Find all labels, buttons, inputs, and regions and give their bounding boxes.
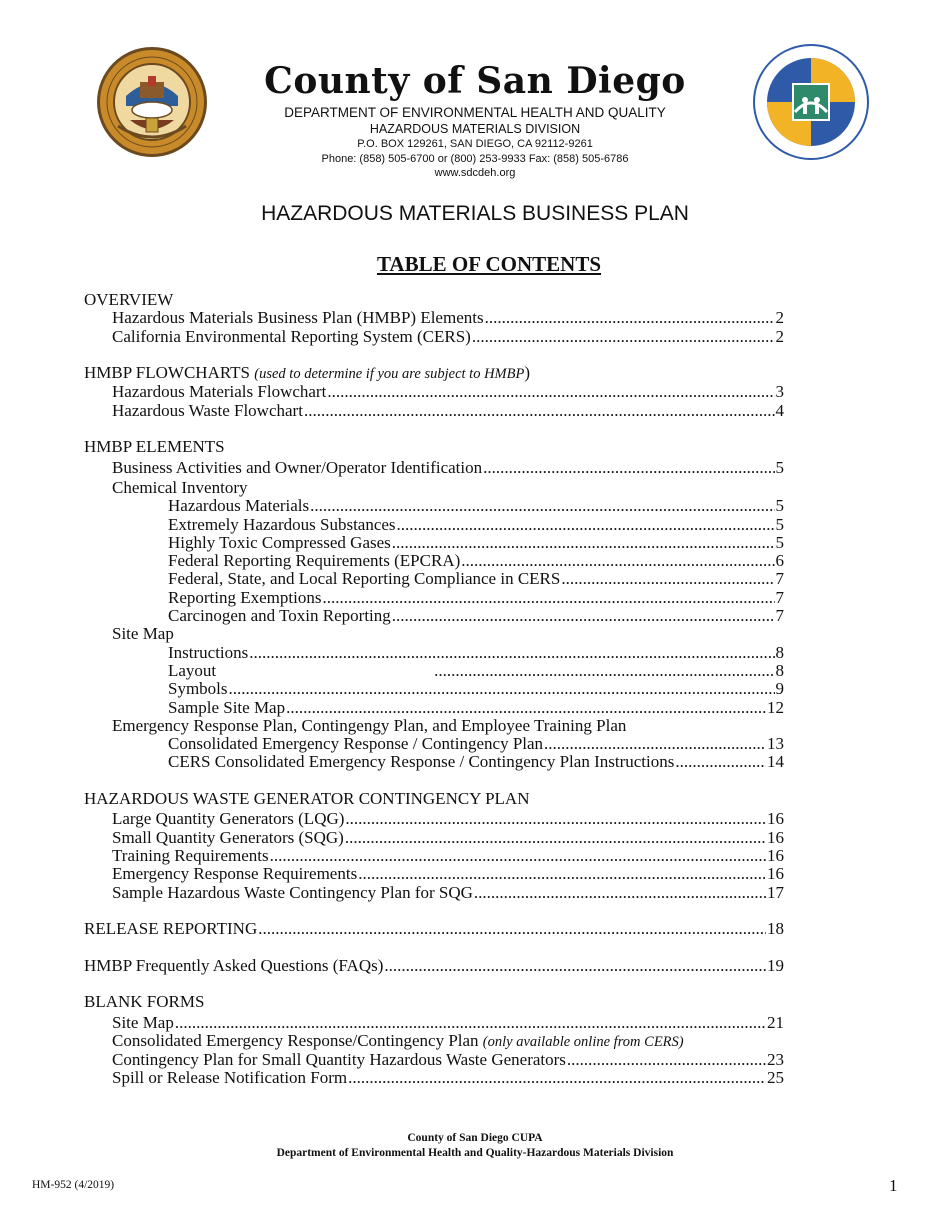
toc-entry-page: 16 — [767, 809, 784, 829]
section-title: HMBP FLOWCHARTS — [84, 363, 251, 383]
toc-entry[interactable] — [84, 1069, 784, 1087]
toc-entry-label: Hazardous Waste Flowchart — [112, 400, 303, 420]
toc-entry[interactable] — [84, 552, 784, 570]
toc-entry-label: Hazardous Materials Flowchart — [112, 382, 327, 402]
toc-entry[interactable] — [84, 328, 784, 346]
toc-entry[interactable] — [84, 1014, 784, 1032]
dot-leader — [322, 589, 774, 607]
toc-entry-page: 16 — [767, 827, 784, 847]
toc-entry[interactable] — [84, 309, 784, 327]
dot-leader — [392, 534, 775, 552]
toc-entry-label: Extremely Hazardous Substances — [168, 514, 396, 534]
toc-entry-label: Layout — [168, 660, 217, 680]
dot-leader — [270, 847, 766, 865]
dot-leader — [249, 644, 774, 662]
toc-entry[interactable] — [84, 534, 784, 552]
section-heading-overview: OVERVIEW — [84, 290, 174, 309]
toc-entry-page: 2 — [775, 326, 784, 346]
dot-leader — [327, 383, 774, 401]
toc-entry-label: Hazardous Materials Business Plan (HMBP) Elements — [112, 308, 484, 328]
table-of-contents — [84, 291, 784, 1088]
toc-entry-label: Consolidated Emergency Response/Contingency Plan — [112, 1030, 479, 1050]
section-note: (used to determine if you are subject to HMBP — [254, 366, 525, 383]
dot-leader — [286, 699, 766, 717]
dot-leader — [175, 1014, 766, 1032]
subsection-heading-site-map: Site Map — [112, 624, 174, 644]
toc-entry[interactable] — [84, 865, 784, 883]
dot-leader — [461, 552, 774, 570]
toc-entry-page: 4 — [775, 400, 784, 420]
dot-leader — [345, 829, 766, 847]
toc-entry-page: 7 — [775, 587, 784, 607]
toc-entry-page: 19 — [767, 955, 784, 975]
toc-entry-label: Large Quantity Generators (LQG) — [112, 809, 345, 829]
toc-entry-page: 7 — [775, 569, 784, 589]
toc-entry-label: HMBP Frequently Asked Questions (FAQs) — [84, 955, 384, 975]
toc-entry-page: 16 — [767, 845, 784, 865]
section-heading-elements: HMBP ELEMENTS — [84, 437, 225, 457]
toc-entry-label: CERS Consolidated Emergency Response / Contingency Plan Instructions — [168, 752, 675, 772]
toc-entry[interactable] — [84, 497, 784, 515]
toc-title: TABLE OF CONTENTS — [376, 252, 602, 276]
toc-entry-label: Hazardous Materials — [168, 496, 310, 516]
county-title: County of San Diego — [264, 60, 686, 102]
dot-leader — [472, 328, 775, 346]
dot-leader — [348, 1069, 766, 1087]
dot-leader — [434, 662, 774, 680]
toc-entry-label: Symbols — [168, 679, 228, 699]
toc-entry-label: Training Requirements — [112, 845, 269, 865]
toc-entry-label: Small Quantity Generators (SQG) — [112, 827, 344, 847]
section-heading-flowcharts — [84, 364, 784, 383]
form-number: HM-952 (4/2019) — [32, 1179, 115, 1191]
dot-leader — [544, 735, 766, 753]
toc-entry-page: 23 — [767, 1050, 784, 1070]
dot-leader — [397, 516, 775, 534]
toc-entry-page: 12 — [767, 697, 784, 717]
toc-entry-note: (only available online from CERS) — [482, 1033, 684, 1050]
toc-entry[interactable] — [84, 699, 784, 717]
toc-entry[interactable] — [84, 829, 784, 847]
section-heading-blank-forms: BLANK FORMS — [84, 992, 205, 1012]
dot-leader — [483, 459, 774, 477]
toc-entry-page: 5 — [775, 496, 784, 516]
dot-leader — [485, 309, 775, 327]
toc-entry[interactable] — [84, 570, 784, 588]
toc-entry-label: California Environmental Reporting System (CERS) — [112, 326, 471, 346]
toc-entry[interactable] — [84, 847, 784, 865]
page-footer — [0, 1131, 950, 1160]
footer-division: Department of Environmental Health and Quality-Hazardous Materials Division — [276, 1146, 674, 1159]
toc-entry[interactable] — [84, 753, 784, 771]
toc-entry-release-reporting[interactable] — [84, 920, 784, 938]
toc-entry-page: 18 — [767, 919, 784, 939]
subsection-heading-chemical-inventory: Chemical Inventory — [112, 477, 248, 497]
deh-logo-icon — [753, 44, 869, 160]
toc-entry[interactable] — [84, 383, 784, 401]
page-number: 1 — [889, 1176, 898, 1195]
toc-entry[interactable] — [84, 810, 784, 828]
toc-entry-page: 7 — [775, 606, 784, 626]
subsection-heading-emergency-plan: Emergency Response Plan, Contingengy Plan, and Employee Training Plan — [112, 715, 627, 735]
toc-entry-label: Emergency Response Requirements — [112, 864, 358, 884]
section-heading-waste-generator: HAZARDOUS WASTE GENERATOR CONTINGENCY PLAN — [84, 789, 530, 809]
toc-entry-page: 14 — [767, 752, 784, 772]
toc-entry-page: 5 — [775, 532, 784, 552]
dot-leader — [384, 957, 766, 975]
toc-entry[interactable] — [84, 735, 784, 753]
dot-leader — [229, 680, 775, 698]
toc-entry-label: Sample Hazardous Waste Contingency Plan for SQG — [112, 882, 473, 902]
toc-entry-page: 5 — [775, 457, 784, 477]
dot-leader — [358, 865, 766, 883]
toc-entry-label: RELEASE REPORTING — [84, 919, 258, 939]
toc-entry-label: Reporting Exemptions — [168, 587, 322, 607]
toc-entry-page: 8 — [775, 642, 784, 662]
toc-entry-label: Sample Site Map — [168, 697, 286, 717]
dot-leader — [304, 402, 775, 420]
dot-leader — [561, 570, 774, 588]
dot-leader — [310, 497, 774, 515]
toc-entry[interactable] — [84, 607, 784, 625]
dot-leader — [567, 1051, 766, 1069]
toc-entry-label: Contingency Plan for Small Quantity Hazardous Waste Generators — [112, 1050, 566, 1070]
toc-entry-label: Carcinogen and Toxin Reporting — [168, 606, 391, 626]
toc-entry-label: Instructions — [168, 642, 249, 662]
footer-agency: County of San Diego CUPA — [407, 1132, 543, 1144]
toc-entry[interactable] — [84, 459, 784, 477]
toc-entry-consolidated-online[interactable] — [84, 1032, 784, 1051]
division-name: HAZARDOUS MATERIALS DIVISION — [369, 122, 581, 136]
phone-fax: Phone: (858) 505-6700 or (800) 253-9933 Fax: (858) 505-6786 — [321, 152, 629, 165]
toc-entry-label: Highly Toxic Compressed Gases — [168, 532, 391, 552]
toc-entry-label: Federal, State, and Local Reporting Compliance in CERS — [168, 569, 561, 589]
toc-entry-page: 3 — [775, 382, 784, 402]
toc-entry-faqs[interactable] — [84, 957, 784, 975]
dot-leader — [675, 753, 766, 771]
toc-entry-page: 6 — [775, 551, 784, 571]
department-name: DEPARTMENT OF ENVIRONMENTAL HEALTH AND QUALITY — [284, 105, 666, 120]
toc-entry-label: Consolidated Emergency Response / Contingency Plan — [168, 734, 544, 754]
toc-entry-page: 2 — [775, 308, 784, 328]
toc-entry-page: 25 — [767, 1068, 784, 1088]
toc-entry[interactable] — [84, 516, 784, 534]
toc-entry[interactable] — [84, 402, 784, 420]
toc-entry-page: 16 — [767, 864, 784, 884]
toc-entry-page: 5 — [775, 514, 784, 534]
dot-leader — [345, 810, 766, 828]
toc-entry[interactable] — [84, 589, 784, 607]
toc-entry-label: Federal Reporting Requirements (EPCRA) — [168, 551, 461, 571]
dot-leader — [392, 607, 775, 625]
toc-entry[interactable] — [84, 884, 784, 902]
website: www.sdcdeh.org — [434, 167, 516, 179]
toc-entry-page: 13 — [767, 734, 784, 754]
section-note-close: ) — [524, 363, 530, 383]
toc-entry-page: 8 — [775, 660, 784, 680]
dot-leader — [258, 920, 766, 938]
toc-entry-page: 21 — [767, 1012, 784, 1032]
toc-entry-page: 17 — [767, 882, 784, 902]
toc-entry[interactable] — [84, 662, 784, 680]
mailing-address: P.O. BOX 129261, SAN DIEGO, CA 92112-9261 — [357, 138, 593, 150]
toc-entry[interactable] — [84, 644, 784, 662]
county-seal-icon — [96, 46, 208, 158]
toc-entry[interactable] — [84, 680, 784, 698]
toc-entry-label: Business Activities and Owner/Operator Identification — [112, 457, 483, 477]
letterhead — [230, 58, 720, 181]
toc-entry[interactable] — [84, 1051, 784, 1069]
toc-entry-page: 9 — [775, 679, 784, 699]
dot-leader — [474, 884, 766, 902]
toc-entry-label: Site Map — [112, 1012, 174, 1032]
plan-title: HAZARDOUS MATERIALS BUSINESS PLAN — [261, 202, 689, 225]
toc-entry-label: Spill or Release Notification Form — [112, 1068, 348, 1088]
